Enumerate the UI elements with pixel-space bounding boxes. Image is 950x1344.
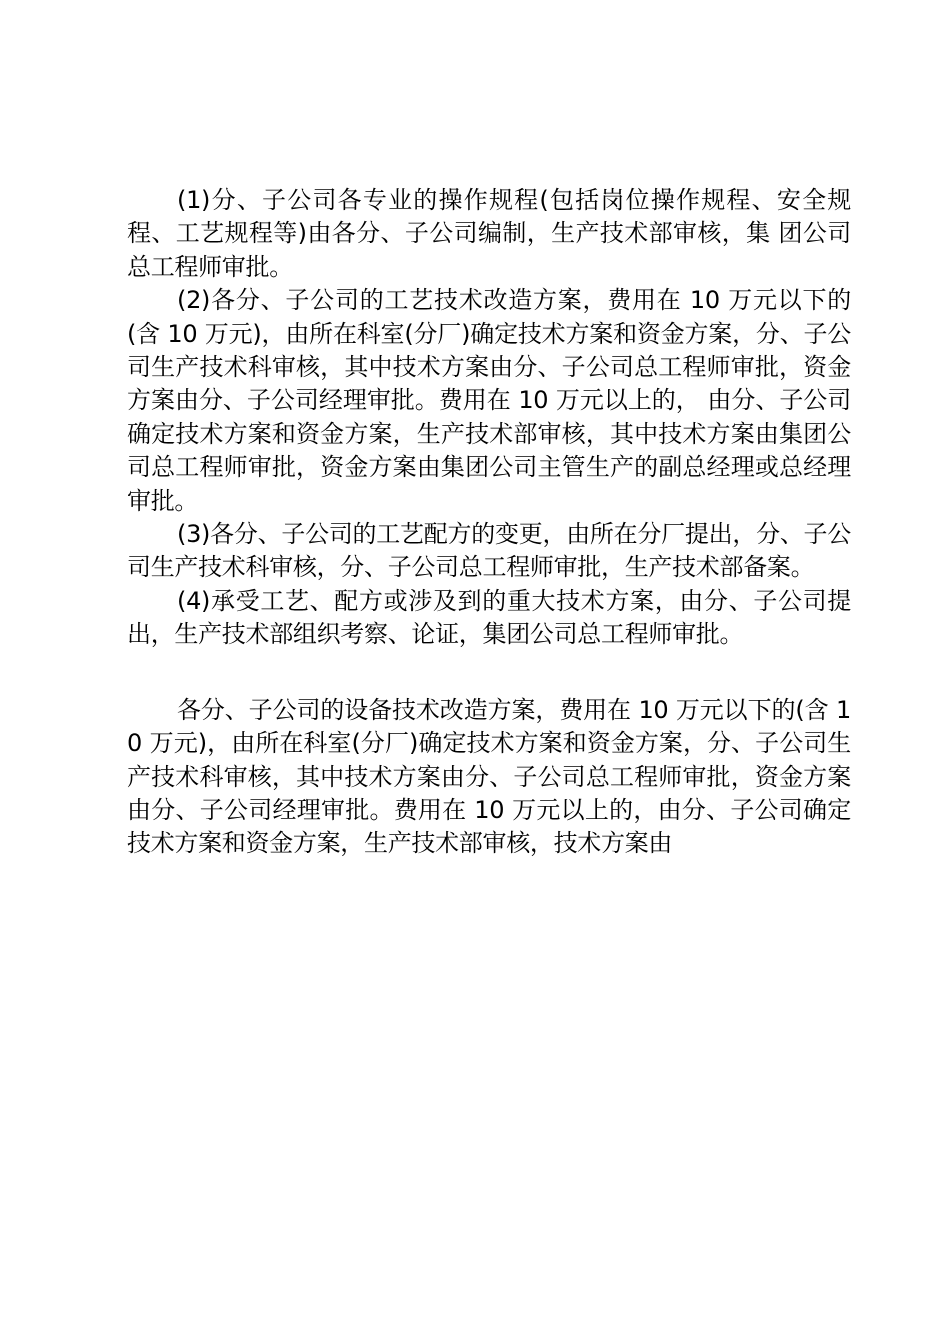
paragraph-operating-procedures: (1)分、子公司各专业的操作规程(包括岗位操作规程、安全规程、工艺规程等)由各分、子公司编制，生产技术部审核，集 团公司总工程师审批。 — [127, 186, 851, 281]
section-gap — [127, 652, 851, 694]
paragraph-major-technical-plan: (4)承受工艺、配方或涉及到的重大技术方案，由分、子公司提出，生产技术部组织考察、论证，集团公司总工程师审批。 — [127, 586, 851, 649]
paragraph-equipment-renovation: 各分、子公司的设备技术改造方案，费用在 10 万元以下的(含 10 万元)，由所在科室(分厂)确定技术方案和资金方案，分、子公司生产技术科审核，其中技术方案由分、子公司总工程师审批，资金方案由分、子公司经理审批。费用在 10 万元以上的，由分、子公司确定技术方案和资金方案，生产技术部审核，技术方案由 — [127, 695, 851, 858]
document-body — [127, 184, 851, 861]
paragraph-formula-change: (3)各分、子公司的工艺配方的变更，由所在分厂提出，分、子公司生产技术科审核，分、子公司总工程师审批，生产技术部备案。 — [127, 520, 851, 582]
paragraph-process-renovation: (2)各分、子公司的工艺技术改造方案，费用在 10 万元以下的(含 10 万元)，由所在科室(分厂)确定技术方案和资金方案，分、子公司生产技术科审核，其中技术方案由分、子公司总工程师审批，资金方案由分、子公司经理审批。费用在 10 万元以上的， 由分、子公司确定技术方案和资金方案，生产技术部审核，其中技术方案由集团公司总工程师审批，资金方案由集团公司主管生产的副总经理或总经理审批。 — [127, 286, 851, 515]
